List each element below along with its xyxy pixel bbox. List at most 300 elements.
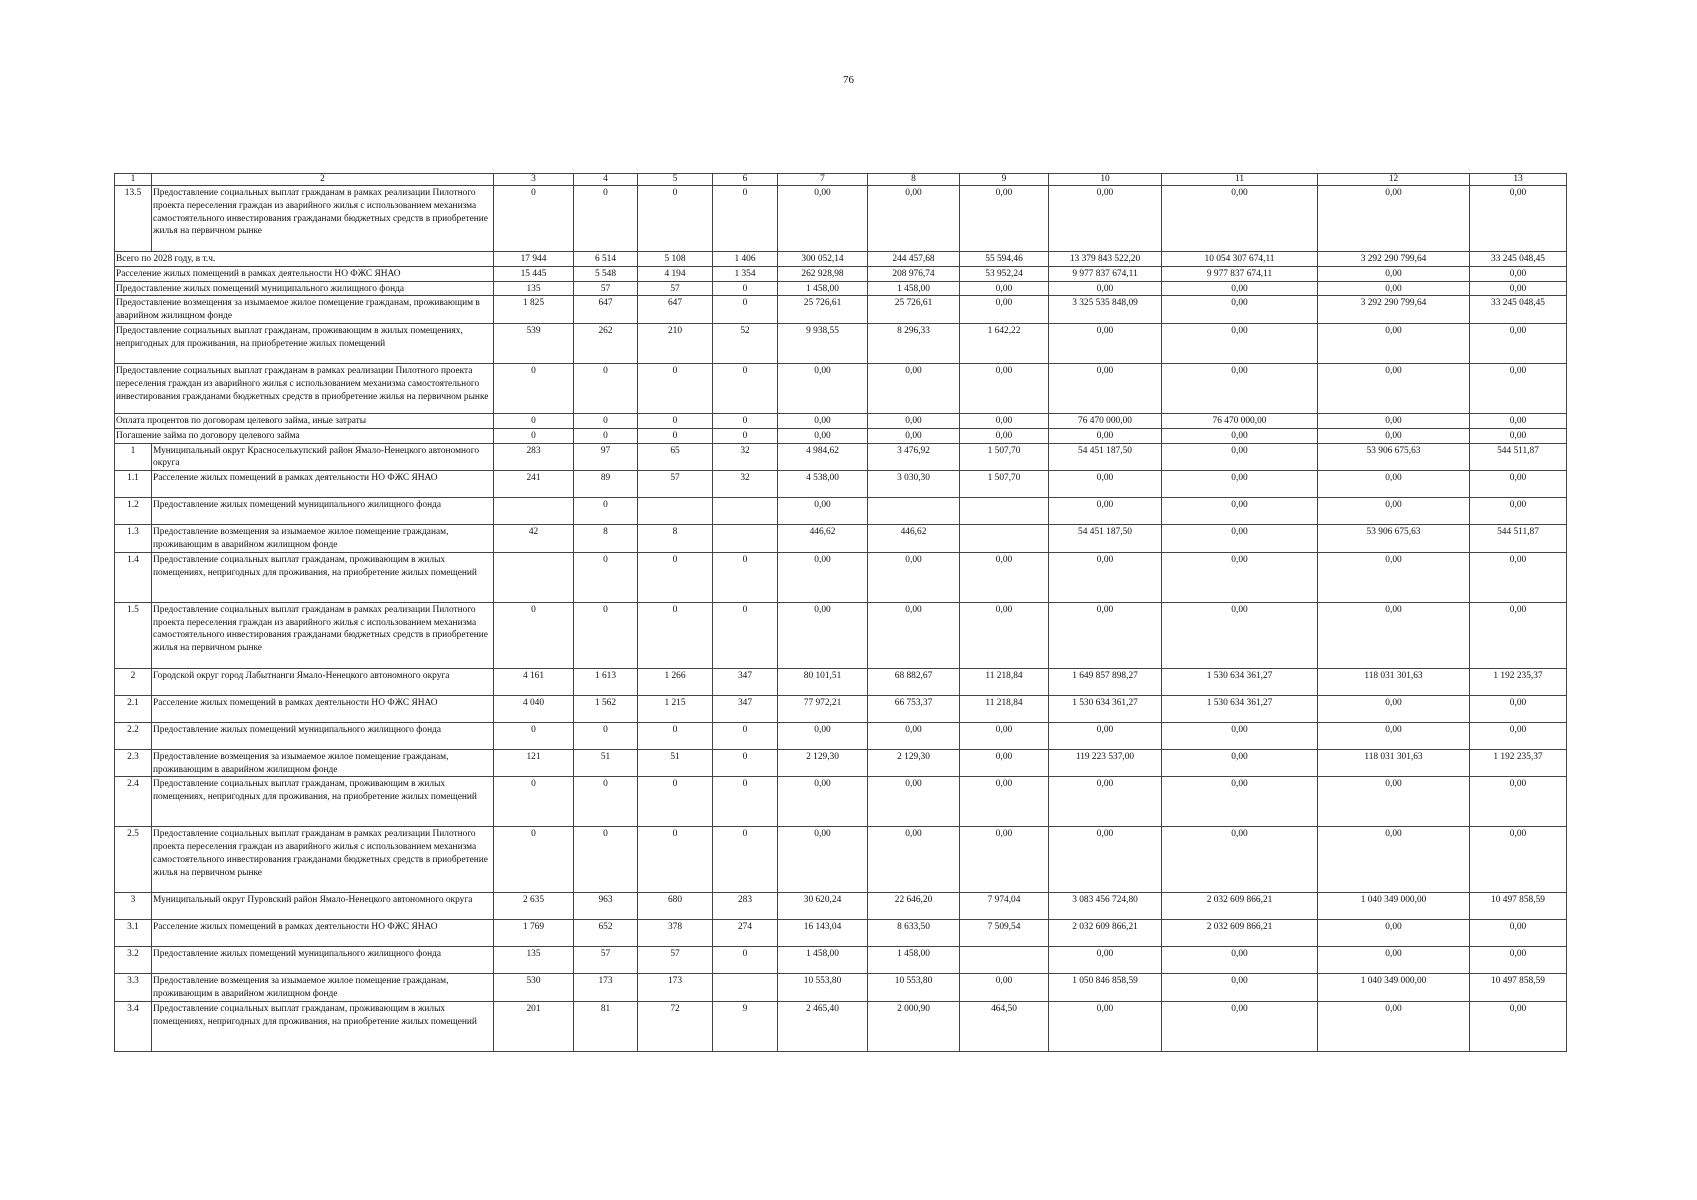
value-cell: 0,00 (960, 777, 1049, 827)
value-cell: 1 530 634 361,27 (1049, 695, 1162, 722)
value-cell (713, 498, 778, 525)
value-cell: 0,00 (1470, 363, 1567, 413)
value-cell: 0,00 (1470, 1001, 1567, 1051)
table-row (115, 443, 1567, 471)
value-cell: 0 (638, 602, 713, 668)
row-name: Предоставление жилых помещений муниципального жилищного фонда (152, 722, 494, 749)
value-cell: 1 530 634 361,27 (1162, 668, 1318, 695)
table-row (115, 1001, 1567, 1051)
row-number: 3.1 (115, 920, 152, 947)
column-header: 2 (152, 174, 494, 186)
value-cell: 4 040 (494, 695, 574, 722)
value-cell: 10 054 307 674,11 (1162, 252, 1318, 267)
value-cell: 54 451 187,50 (1049, 525, 1162, 553)
value-cell: 51 (638, 749, 713, 777)
value-cell: 1 507,70 (960, 443, 1049, 471)
value-cell: 1 266 (638, 668, 713, 695)
row-number: 3.4 (115, 1001, 152, 1051)
value-cell: 539 (494, 323, 574, 363)
table-row (115, 498, 1567, 525)
value-cell: 4 538,00 (778, 471, 868, 498)
value-cell: 119 223 537,00 (1049, 749, 1162, 777)
row-name: Расселение жилых помещений в рамках деятельности НО ФЖС ЯНАО (152, 695, 494, 722)
value-cell: 0,00 (960, 413, 1049, 428)
value-cell: 0,00 (1470, 947, 1567, 974)
value-cell: 2 129,30 (868, 749, 960, 777)
row-name: Предоставление социальных выплат гражданам, проживающим в жилых помещениях, непригодных для проживания, на приобретение жилых помещений (115, 323, 494, 363)
row-number: 1.3 (115, 525, 152, 553)
value-cell: 0,00 (1470, 602, 1567, 668)
value-cell (494, 552, 574, 602)
value-cell: 1 458,00 (778, 947, 868, 974)
value-cell: 347 (713, 668, 778, 695)
row-name: Муниципальный округ Красноселькупский район Ямало-Ненецкого автономного округа (152, 443, 494, 471)
value-cell: 42 (494, 525, 574, 553)
value-cell: 1 642,22 (960, 323, 1049, 363)
value-cell: 283 (494, 443, 574, 471)
value-cell: 135 (494, 947, 574, 974)
value-cell: 66 753,37 (868, 695, 960, 722)
value-cell: 7 974,04 (960, 893, 1049, 920)
value-cell: 0,00 (1318, 827, 1470, 893)
table-row (115, 668, 1567, 695)
table-row (115, 413, 1567, 428)
value-cell: 0,00 (960, 281, 1049, 296)
value-cell: 0,00 (1470, 722, 1567, 749)
value-cell: 0,00 (960, 428, 1049, 443)
value-cell: 0 (494, 363, 574, 413)
value-cell: 15 445 (494, 266, 574, 281)
value-cell: 0,00 (868, 827, 960, 893)
value-cell: 274 (713, 920, 778, 947)
value-cell: 0,00 (1162, 186, 1318, 252)
value-cell: 4 161 (494, 668, 574, 695)
value-cell: 8 (574, 525, 638, 553)
table-row (115, 428, 1567, 443)
column-header: 1 (115, 174, 152, 186)
row-name: Расселение жилых помещений в рамках деятельности НО ФЖС ЯНАО (152, 920, 494, 947)
value-cell: 1 192 235,37 (1470, 749, 1567, 777)
value-cell: 11 218,84 (960, 668, 1049, 695)
value-cell: 0,00 (1049, 827, 1162, 893)
value-cell: 1 613 (574, 668, 638, 695)
value-cell: 0,00 (1470, 777, 1567, 827)
value-cell: 0,00 (1470, 428, 1567, 443)
value-cell: 0,00 (868, 777, 960, 827)
row-number: 3.2 (115, 947, 152, 974)
value-cell: 0 (494, 777, 574, 827)
value-cell: 0,00 (778, 186, 868, 252)
value-cell: 0,00 (1470, 323, 1567, 363)
value-cell: 0,00 (1049, 498, 1162, 525)
value-cell: 0,00 (960, 296, 1049, 324)
row-name: Расселение жилых помещений в рамках деятельности НО ФЖС ЯНАО (152, 471, 494, 498)
value-cell: 0 (713, 722, 778, 749)
value-cell: 3 292 290 799,64 (1318, 252, 1470, 267)
value-cell: 89 (574, 471, 638, 498)
row-name: Предоставление социальных выплат гражданам в рамках реализации Пилотного проекта переселения граждан из аварийного жилья с использованием механизма самостоятельного инвестирования гражданами бюджетных средств в приобретение жилья на первичном рынке (152, 827, 494, 893)
value-cell: 530 (494, 974, 574, 1002)
value-cell: 0,00 (1318, 428, 1470, 443)
value-cell: 0 (713, 552, 778, 602)
value-cell: 0,00 (1162, 281, 1318, 296)
value-cell: 1 769 (494, 920, 574, 947)
value-cell: 0,00 (1318, 552, 1470, 602)
value-cell: 1 458,00 (778, 281, 868, 296)
value-cell: 0,00 (1470, 920, 1567, 947)
column-header: 13 (1470, 174, 1567, 186)
value-cell: 0,00 (1162, 974, 1318, 1002)
row-number: 2.2 (115, 722, 152, 749)
value-cell: 2 032 609 866,21 (1162, 893, 1318, 920)
value-cell: 53 906 675,63 (1318, 525, 1470, 553)
value-cell: 0,00 (1470, 471, 1567, 498)
row-number: 13.5 (115, 186, 152, 252)
value-cell: 0,00 (1049, 428, 1162, 443)
value-cell: 0 (494, 722, 574, 749)
value-cell: 0 (574, 186, 638, 252)
value-cell: 0,00 (1162, 777, 1318, 827)
value-cell: 0,00 (1049, 323, 1162, 363)
value-cell: 0,00 (868, 413, 960, 428)
value-cell: 0,00 (1049, 777, 1162, 827)
value-cell: 0,00 (778, 777, 868, 827)
column-header: 9 (960, 174, 1049, 186)
value-cell: 0,00 (1318, 471, 1470, 498)
value-cell: 0,00 (1318, 266, 1470, 281)
value-cell: 80 101,51 (778, 668, 868, 695)
value-cell: 2 000,90 (868, 1001, 960, 1051)
table-row (115, 471, 1567, 498)
row-name: Городской округ город Лабытнанги Ямало-Ненецкого автономного округа (152, 668, 494, 695)
column-header: 8 (868, 174, 960, 186)
value-cell: 9 938,55 (778, 323, 868, 363)
value-cell: 17 944 (494, 252, 574, 267)
value-cell: 0,00 (1049, 947, 1162, 974)
value-cell: 53 906 675,63 (1318, 443, 1470, 471)
row-name: Предоставление возмещения за изымаемое жилое помещение гражданам, проживающим в аварийном жилищном фонде (152, 525, 494, 553)
value-cell: 0 (494, 827, 574, 893)
value-cell (960, 525, 1049, 553)
value-cell: 8 633,50 (868, 920, 960, 947)
value-cell: 9 977 837 674,11 (1049, 266, 1162, 281)
value-cell: 0,00 (1162, 525, 1318, 553)
value-cell: 32 (713, 471, 778, 498)
column-header: 12 (1318, 174, 1470, 186)
value-cell: 76 470 000,00 (1049, 413, 1162, 428)
value-cell: 0,00 (1162, 296, 1318, 324)
value-cell: 57 (574, 281, 638, 296)
value-cell: 0 (574, 602, 638, 668)
table-row (115, 695, 1567, 722)
value-cell: 0 (574, 552, 638, 602)
value-cell: 55 594,46 (960, 252, 1049, 267)
value-cell: 0 (574, 498, 638, 525)
value-cell: 1 458,00 (868, 947, 960, 974)
value-cell: 0 (574, 827, 638, 893)
row-name: Предоставление социальных выплат гражданам в рамках реализации Пилотного проекта переселения граждан из аварийного жилья с использованием механизма самостоятельного инвестирования гражданами бюджетных средств в приобретение жилья на первичном рынке (152, 602, 494, 668)
row-name: Предоставление социальных выплат гражданам в рамках реализации Пилотного проекта переселения граждан из аварийного жилья с использованием механизма самостоятельного инвестирования гражданами бюджетных средств в приобретение жилья на первичном рынке (152, 186, 494, 252)
table-row (115, 363, 1567, 413)
value-cell: 0,00 (1162, 749, 1318, 777)
value-cell: 0 (638, 428, 713, 443)
value-cell: 0 (638, 827, 713, 893)
value-cell: 1 530 634 361,27 (1162, 695, 1318, 722)
value-cell: 0 (494, 428, 574, 443)
value-cell: 0,00 (778, 602, 868, 668)
value-cell (713, 525, 778, 553)
value-cell: 0,00 (1162, 443, 1318, 471)
row-name: Предоставление возмещения за изымаемое жилое помещение гражданам, проживающим в аварийном жилищном фонде (152, 749, 494, 777)
value-cell: 0,00 (1162, 1001, 1318, 1051)
value-cell: 1 649 857 898,27 (1049, 668, 1162, 695)
row-name: Предоставление жилых помещений муниципального жилищного фонда (152, 947, 494, 974)
value-cell: 72 (638, 1001, 713, 1051)
value-cell (960, 947, 1049, 974)
value-cell: 0 (494, 186, 574, 252)
value-cell: 446,62 (868, 525, 960, 553)
value-cell: 262 928,98 (778, 266, 868, 281)
table-row (115, 252, 1567, 267)
value-cell: 30 620,24 (778, 893, 868, 920)
value-cell: 544 511,87 (1470, 525, 1567, 553)
value-cell: 8 (638, 525, 713, 553)
value-cell: 5 108 (638, 252, 713, 267)
value-cell: 0,00 (960, 186, 1049, 252)
value-cell: 0,00 (960, 722, 1049, 749)
value-cell: 1 192 235,37 (1470, 668, 1567, 695)
value-cell: 3 325 535 848,09 (1049, 296, 1162, 324)
value-cell (713, 974, 778, 1002)
value-cell: 51 (574, 749, 638, 777)
value-cell: 121 (494, 749, 574, 777)
value-cell: 97 (574, 443, 638, 471)
row-name: Предоставление социальных выплат гражданам, проживающим в жилых помещениях, непригодных для проживания, на приобретение жилых помещений (152, 552, 494, 602)
value-cell: 65 (638, 443, 713, 471)
value-cell: 9 (713, 1001, 778, 1051)
value-cell: 0,00 (778, 363, 868, 413)
value-cell: 57 (574, 947, 638, 974)
value-cell: 3 292 290 799,64 (1318, 296, 1470, 324)
value-cell: 0,00 (1470, 281, 1567, 296)
value-cell: 0,00 (960, 552, 1049, 602)
value-cell (494, 498, 574, 525)
value-cell: 22 646,20 (868, 893, 960, 920)
value-cell: 1 507,70 (960, 471, 1049, 498)
value-cell: 0 (713, 281, 778, 296)
value-cell: 1 458,00 (868, 281, 960, 296)
value-cell: 0,00 (1318, 920, 1470, 947)
value-cell: 25 726,61 (778, 296, 868, 324)
table-row (115, 296, 1567, 324)
value-cell: 0 (713, 827, 778, 893)
value-cell: 647 (574, 296, 638, 324)
value-cell: 2 129,30 (778, 749, 868, 777)
value-cell (868, 498, 960, 525)
table-row (115, 323, 1567, 363)
value-cell: 0,00 (1049, 722, 1162, 749)
value-cell: 173 (638, 974, 713, 1002)
value-cell: 0,00 (1049, 602, 1162, 668)
table-row (115, 266, 1567, 281)
value-cell: 0,00 (1049, 471, 1162, 498)
value-cell: 208 976,74 (868, 266, 960, 281)
value-cell: 0,00 (1318, 947, 1470, 974)
value-cell: 1 825 (494, 296, 574, 324)
row-name: Предоставление жилых помещений муниципального жилищного фонда (115, 281, 494, 296)
value-cell: 8 296,33 (868, 323, 960, 363)
value-cell: 1 050 846 858,59 (1049, 974, 1162, 1002)
row-number: 1.2 (115, 498, 152, 525)
row-name: Предоставление социальных выплат гражданам, проживающим в жилых помещениях, непригодных для проживания, на приобретение жилых помещений (152, 777, 494, 827)
row-name: Всего по 2028 году, в т.ч. (115, 252, 494, 267)
value-cell: 10 497 858,59 (1470, 893, 1567, 920)
value-cell: 378 (638, 920, 713, 947)
value-cell: 0 (574, 428, 638, 443)
value-cell: 0,00 (1470, 498, 1567, 525)
value-cell: 0,00 (960, 602, 1049, 668)
value-cell: 1 040 349 000,00 (1318, 893, 1470, 920)
value-cell: 963 (574, 893, 638, 920)
value-cell: 1 040 349 000,00 (1318, 974, 1470, 1002)
value-cell: 0 (713, 413, 778, 428)
value-cell: 10 553,80 (778, 974, 868, 1002)
value-cell: 0 (713, 428, 778, 443)
value-cell: 0,00 (960, 363, 1049, 413)
value-cell: 0 (713, 749, 778, 777)
value-cell: 0,00 (1318, 695, 1470, 722)
value-cell: 652 (574, 920, 638, 947)
value-cell: 0,00 (778, 498, 868, 525)
value-cell: 0,00 (778, 552, 868, 602)
value-cell: 0,00 (1162, 552, 1318, 602)
value-cell: 57 (638, 471, 713, 498)
value-cell: 0,00 (868, 602, 960, 668)
value-cell: 2 635 (494, 893, 574, 920)
value-cell: 0 (713, 777, 778, 827)
value-cell: 544 511,87 (1470, 443, 1567, 471)
value-cell: 1 215 (638, 695, 713, 722)
value-cell: 0 (638, 552, 713, 602)
table-row (115, 552, 1567, 602)
row-number: 3 (115, 893, 152, 920)
value-cell: 0 (638, 413, 713, 428)
value-cell: 464,50 (960, 1001, 1049, 1051)
value-cell: 0,00 (868, 722, 960, 749)
value-cell: 0,00 (868, 428, 960, 443)
table-row (115, 186, 1567, 252)
value-cell: 5 548 (574, 266, 638, 281)
value-cell: 33 245 048,45 (1470, 296, 1567, 324)
value-cell: 2 465,40 (778, 1001, 868, 1051)
value-cell: 0,00 (868, 363, 960, 413)
row-name: Расселение жилых помещений в рамках деятельности НО ФЖС ЯНАО (115, 266, 494, 281)
value-cell: 0,00 (960, 827, 1049, 893)
value-cell: 0,00 (960, 974, 1049, 1002)
value-cell: 11 218,84 (960, 695, 1049, 722)
value-cell: 0,00 (1318, 602, 1470, 668)
value-cell: 33 245 048,45 (1470, 252, 1567, 267)
row-number: 3.3 (115, 974, 152, 1002)
table-row (115, 893, 1567, 920)
value-cell: 0 (713, 947, 778, 974)
value-cell: 210 (638, 323, 713, 363)
row-number: 2.1 (115, 695, 152, 722)
value-cell: 0,00 (778, 722, 868, 749)
value-cell: 0,00 (778, 428, 868, 443)
value-cell: 347 (713, 695, 778, 722)
value-cell: 0,00 (1049, 552, 1162, 602)
value-cell: 0,00 (1318, 323, 1470, 363)
row-name: Предоставление возмещения за изымаемое жилое помещение гражданам, проживающим в аварийном жилищном фонде (152, 974, 494, 1002)
row-number: 1.4 (115, 552, 152, 602)
value-cell: 1 354 (713, 266, 778, 281)
value-cell: 0,00 (1318, 777, 1470, 827)
value-cell: 0,00 (1162, 722, 1318, 749)
value-cell: 6 514 (574, 252, 638, 267)
value-cell: 9 977 837 674,11 (1162, 266, 1318, 281)
table-row (115, 777, 1567, 827)
column-header: 4 (574, 174, 638, 186)
value-cell: 118 031 301,63 (1318, 749, 1470, 777)
value-cell: 16 143,04 (778, 920, 868, 947)
value-cell: 0,00 (1470, 827, 1567, 893)
table-row (115, 827, 1567, 893)
value-cell: 0 (638, 186, 713, 252)
value-cell: 57 (638, 281, 713, 296)
value-cell: 1 562 (574, 695, 638, 722)
value-cell: 54 451 187,50 (1049, 443, 1162, 471)
value-cell: 0,00 (1049, 1001, 1162, 1051)
column-header: 5 (638, 174, 713, 186)
value-cell: 0,00 (1318, 413, 1470, 428)
value-cell: 3 030,30 (868, 471, 960, 498)
value-cell: 52 (713, 323, 778, 363)
value-cell: 0,00 (1162, 428, 1318, 443)
value-cell: 0,00 (868, 552, 960, 602)
value-cell: 0 (713, 602, 778, 668)
table-row (115, 974, 1567, 1002)
value-cell: 0,00 (1470, 552, 1567, 602)
row-name: Предоставление жилых помещений муниципального жилищного фонда (152, 498, 494, 525)
value-cell: 25 726,61 (868, 296, 960, 324)
value-cell: 53 952,24 (960, 266, 1049, 281)
value-cell: 68 882,67 (868, 668, 960, 695)
value-cell: 173 (574, 974, 638, 1002)
value-cell: 0,00 (1162, 471, 1318, 498)
column-header: 7 (778, 174, 868, 186)
value-cell: 0,00 (1470, 266, 1567, 281)
value-cell: 283 (713, 893, 778, 920)
column-header: 11 (1162, 174, 1318, 186)
value-cell: 76 470 000,00 (1162, 413, 1318, 428)
value-cell: 0,00 (1162, 947, 1318, 974)
value-cell: 0,00 (1318, 281, 1470, 296)
table-row (115, 722, 1567, 749)
value-cell: 300 052,14 (778, 252, 868, 267)
value-cell: 0,00 (1162, 827, 1318, 893)
value-cell: 0,00 (1318, 363, 1470, 413)
data-table (114, 173, 1567, 1052)
value-cell: 0 (638, 722, 713, 749)
row-number: 1.5 (115, 602, 152, 668)
value-cell: 0,00 (1162, 363, 1318, 413)
value-cell: 0 (713, 186, 778, 252)
table-row (115, 602, 1567, 668)
value-cell: 3 476,92 (868, 443, 960, 471)
row-name: Предоставление возмещения за изымаемое жилое помещение гражданам, проживающим в аварийном жилищном фонде (115, 296, 494, 324)
value-cell: 0,00 (1318, 498, 1470, 525)
